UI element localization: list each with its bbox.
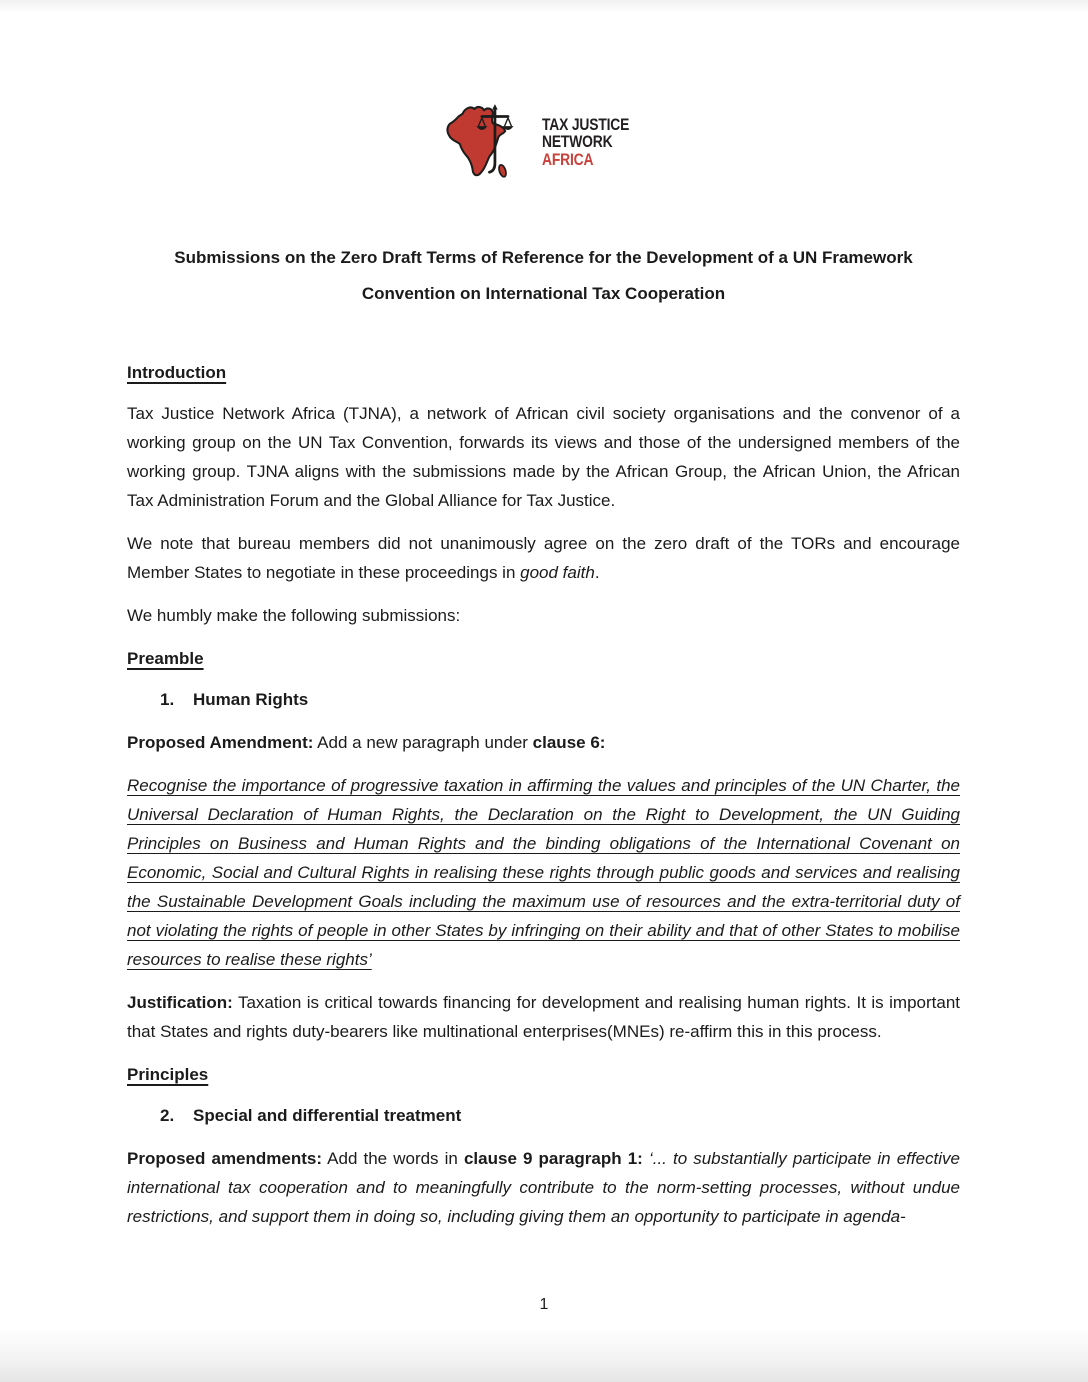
- page-bottom-edge-shade: [0, 1328, 1088, 1382]
- amendment-quote-block: Recognise the importance of progressive taxation in affirming the values and principles of the UN Charter, the Universal Declaration of Human Rights, the Declaration on the Right to Development, the UN Guiding Principles on Business and Human Rights and the binding obligations of the International Covenant on Economic, Social and Cultural Rights in realising these rights through public goods and services and realising the Sustainable Development Goals including the maximum use of resources and the extra-territorial duty of not violating the rights of people in other States by infringing on their ability and that of other States to mobilise resources to realise these rights’: [127, 776, 960, 969]
- numbered-item-special-treatment: [127, 1101, 960, 1130]
- tjna-logo: [127, 100, 960, 186]
- good-faith-emphasis: good faith: [520, 563, 595, 582]
- submissions-lead-paragraph: We humbly make the following submissions:: [127, 606, 461, 625]
- intro-paragraph-2: [127, 529, 960, 587]
- proposed-amendments-quote: ‘... to substantially participate in effective international tax cooperation and to meaningfully contribute to the norm-setting processes, without undue restrictions, and support them in doing so, including giving them an opportunity to participate in agenda-: [127, 1149, 961, 1226]
- section-heading-preamble-text: Preamble: [127, 649, 204, 668]
- proposed-amendments-label: Proposed amendments:: [127, 1149, 323, 1168]
- item-number-2: 2.: [160, 1106, 175, 1125]
- intro-paragraph-2-text: We note that bureau members did not unanimously agree on the zero draft of the TORs and encourage Member States to negotiate in these proceedings in: [127, 534, 960, 582]
- justification-label: Justification:: [127, 993, 233, 1012]
- justification-paragraph: [127, 988, 960, 1046]
- item-title-human-rights: Human Rights: [193, 690, 309, 709]
- logo-wordmark-line3: AFRICA: [541, 150, 593, 169]
- section-heading-preamble: [127, 644, 960, 673]
- proposed-amendment-mid: Add a new paragraph under: [313, 733, 533, 752]
- proposed-amendments-mid: Add the words in: [322, 1149, 464, 1168]
- item-title-special-treatment: Special and differential treatment: [193, 1106, 462, 1125]
- numbered-item-human-rights: [127, 685, 960, 714]
- intro-paragraph-1: Tax Justice Network Africa (TJNA), a network of African civil society organisations and the convenor of a working group on the UN Tax Convention, forwards its views and those of the undersigned members of the working group. TJNA aligns with the submissions made by the African Group, the African Union, the African Tax Administration Forum and the Global Alliance for Tax Justice.: [127, 404, 960, 510]
- section-heading-principles-text: Principles: [127, 1065, 209, 1084]
- proposed-amendments-line-2: [127, 1144, 960, 1231]
- proposed-amendments-clause: clause 9 paragraph 1:: [463, 1149, 649, 1168]
- document-title: Submissions on the Zero Draft Terms of Reference for the Development of a UN Framework Convention on International Tax Cooperation: [174, 248, 913, 303]
- section-heading-introduction: [127, 358, 960, 387]
- africa-map-scales-icon: [442, 100, 530, 186]
- section-heading-introduction-text: Introduction: [127, 363, 227, 382]
- section-heading-principles: [127, 1060, 960, 1089]
- proposed-amendment-label: Proposed Amendment:: [127, 733, 314, 752]
- proposed-amendment-clause: clause 6:: [532, 733, 606, 752]
- item-number-1: 1.: [160, 690, 175, 709]
- logo-wordmark-line1: TAX JUSTICE: [541, 115, 629, 134]
- proposed-amendment-line-1: [127, 728, 960, 757]
- logo-wordmark-line2: NETWORK: [541, 133, 613, 152]
- intro-paragraph-2-period: .: [594, 563, 600, 582]
- page-number: 1: [539, 1296, 549, 1313]
- justification-text: Taxation is critical towards financing for development and realising human rights. It is important that States and rights duty-bearers like multinational enterprises(MNEs) re-affirm this in this process.: [127, 993, 960, 1041]
- logo-wordmark: [542, 117, 629, 170]
